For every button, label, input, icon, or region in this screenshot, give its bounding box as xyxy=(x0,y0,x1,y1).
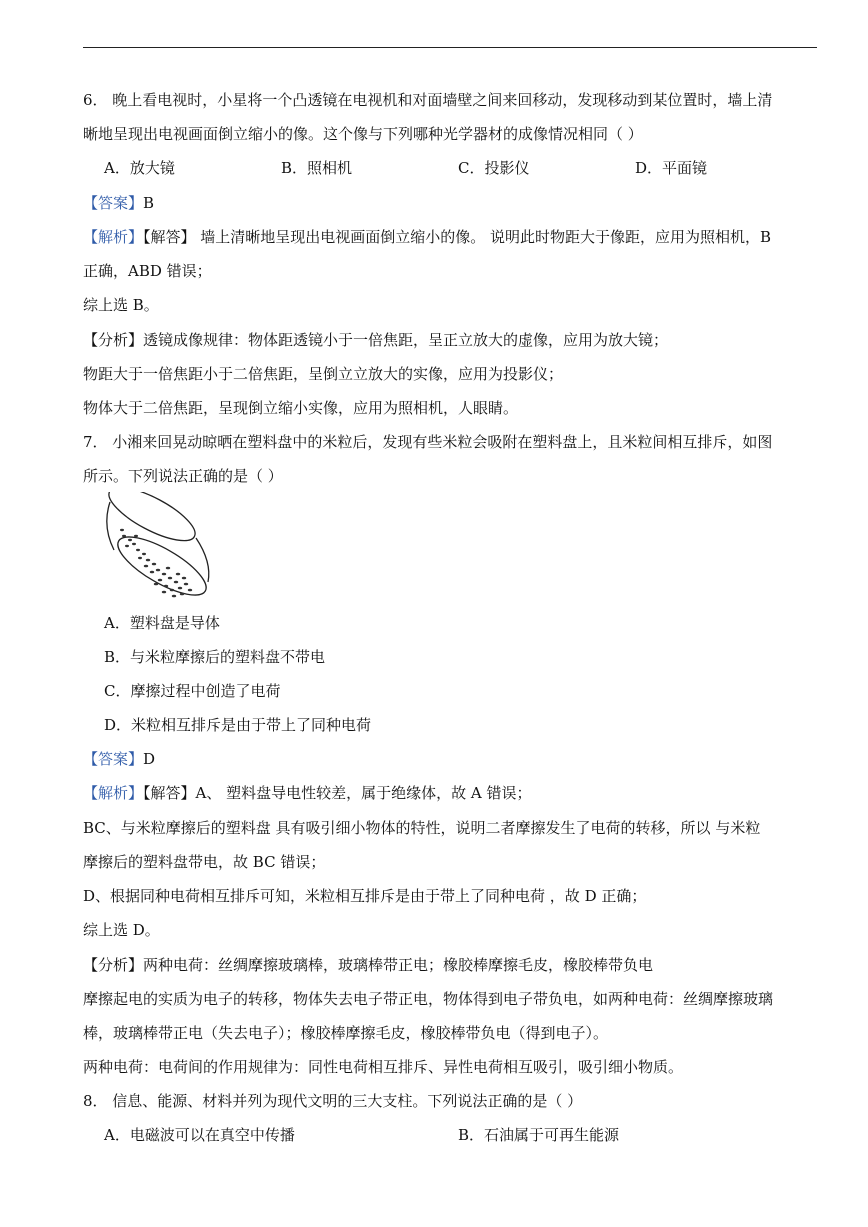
q6-option-b: B．照相机 xyxy=(281,159,353,177)
q6-option-c: C．投影仪 xyxy=(458,159,530,177)
header-rule xyxy=(83,47,817,48)
q7-answer xyxy=(83,749,155,769)
q7-analysis-text: 【解答】A、 塑料盘导电性较差，属于绝缘体，故 A 错误； xyxy=(143,784,532,802)
q7-option-d: D．米粒相互排斥是由于带上了同种电荷 xyxy=(104,716,372,734)
q7-option-b: B．与米粒摩擦后的塑料盘不带电 xyxy=(104,648,326,666)
q8-option-b: B．石油属于可再生能源 xyxy=(458,1126,620,1144)
rice-grains xyxy=(120,529,192,598)
q6-option-a: A．放大镜 xyxy=(104,159,175,177)
q7-analysis-line4: D、根据同种电荷相互排斥可知，米粒相互排斥是由于带上了同种电荷 ，故 D 正确； xyxy=(83,887,647,905)
q7-stem-line1: 7． 小湘来回晃动晾晒在塑料盘中的米粒后，发现有些米粒会吸附在塑料盘上，且米粒间相互排斥，如图 xyxy=(83,433,773,451)
fenxi-tag: 【分析】 xyxy=(83,956,144,974)
q6-analysis-line2: 正确，ABD 错误； xyxy=(83,262,212,280)
tray-side-right xyxy=(196,538,209,582)
q8-stem-line1: 8． 信息、能源、材料并列为现代文明的三大支柱。下列说法正确的是（ ） xyxy=(83,1092,583,1110)
q6-stem-line1: 6． 晚上看电视时，小星将一个凸透镜在电视机和对面墙壁之间来回移动，发现移动到某位置时，墙上清 xyxy=(83,91,773,109)
q8-option-a: A．电磁波可以在真空中传播 xyxy=(104,1126,295,1144)
q6-answer xyxy=(83,193,154,213)
analysis-tag: 【解析】 xyxy=(83,228,144,246)
plastic-tray-with-rice-figure xyxy=(100,492,214,610)
q7-analysis-line3: 摩擦后的塑料盘带电，故 BC 错误； xyxy=(83,853,326,871)
q6-fenxi-line2: 物距大于一倍焦距小于二倍焦距，呈倒立立放大的实像，应用为投影仪； xyxy=(83,365,564,383)
answer-tag: 【答案】 xyxy=(83,194,144,212)
q7-fenxi-line1 xyxy=(83,955,653,975)
q7-fenxi-text: 两种电荷：丝绸摩擦玻璃棒，玻璃棒带正电；橡胶棒摩擦毛皮，橡胶棒带负电 xyxy=(143,956,654,974)
q6-option-d: D．平面镜 xyxy=(635,159,708,177)
q7-answer-value: D xyxy=(143,750,156,768)
q6-summary: 综上选 B。 xyxy=(83,296,159,314)
q6-analysis-text: 【解答】 墙上清晰地呈现出电视画面倒立缩小的像。 说明此时物距大于像距，应用为照相机，B xyxy=(143,228,772,246)
q6-fenxi-text: 透镜成像规律：物体距透镜小于一倍焦距，呈正立放大的虚像，应用为放大镜； xyxy=(143,331,669,349)
q6-fenxi-line1 xyxy=(83,330,668,350)
q7-analysis-line1 xyxy=(83,783,532,803)
fenxi-tag: 【分析】 xyxy=(83,331,144,349)
q6-stem-line2: 晰地呈现出电视画面倒立缩小的像。这个像与下列哪种光学器材的成像情况相同（ ） xyxy=(83,125,643,143)
q7-fenxi-line3: 棒，玻璃棒带正电（失去电子）；橡胶棒摩擦毛皮，橡胶棒带负电（得到电子）。 xyxy=(83,1024,609,1042)
tray-side-left xyxy=(107,502,114,550)
q7-summary: 综上选 D。 xyxy=(83,921,160,939)
answer-tag: 【答案】 xyxy=(83,750,144,768)
q7-fenxi-line2: 摩擦起电的实质为电子的转移，物体失去电子带正电，物体得到电子带负电，如两种电荷：丝绸摩擦玻璃 xyxy=(83,990,774,1008)
q6-fenxi-line3: 物体大于二倍焦距，呈现倒立缩小实像，应用为照相机，人眼睛。 xyxy=(83,399,519,417)
analysis-tag: 【解析】 xyxy=(83,784,144,802)
q6-analysis-line1 xyxy=(83,227,771,247)
q6-answer-value: B xyxy=(143,194,155,212)
tray-rim-bottom xyxy=(110,526,214,605)
q7-fenxi-line4: 两种电荷：电荷间的作用规律为：同性电荷相互排斥、异性电荷相互吸引，吸引细小物质。 xyxy=(83,1058,684,1076)
q7-stem-line2: 所示。下列说法正确的是（ ） xyxy=(83,467,283,485)
q7-option-c: C．摩擦过程中创造了电荷 xyxy=(104,682,281,700)
q7-analysis-line2: BC、与米粒摩擦后的塑料盘 具有吸引细小物体的特性，说明二者摩擦发生了电荷的转移，所以 与米粒 xyxy=(83,819,761,837)
q7-option-a: A．塑料盘是导体 xyxy=(104,614,220,632)
